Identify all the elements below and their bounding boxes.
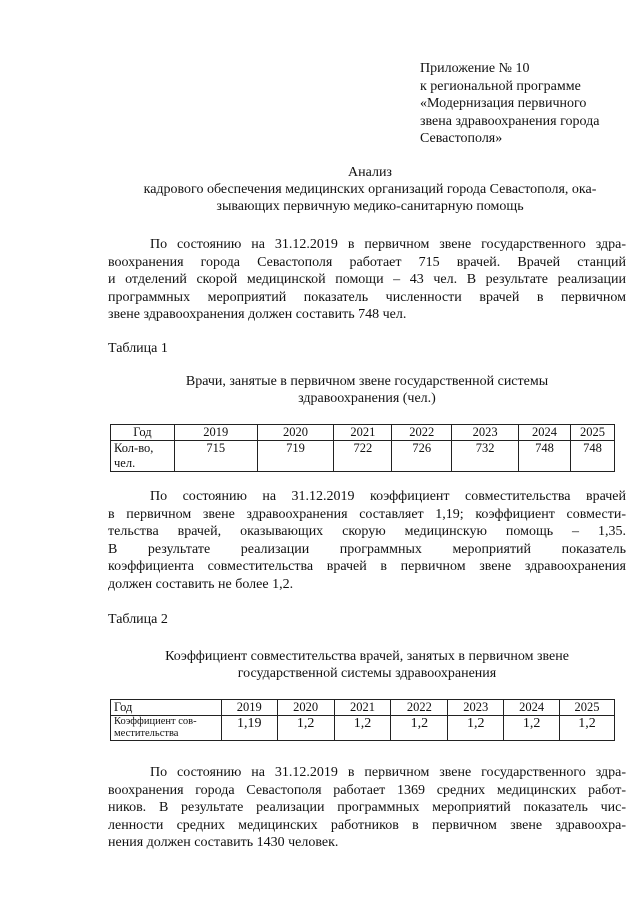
- table2-coefficient: [110, 699, 615, 741]
- paragraph-coefficient: [108, 488, 626, 593]
- year-cell: 2022: [392, 425, 452, 441]
- value-cell: 748: [570, 441, 614, 472]
- value-cell: 726: [392, 441, 452, 472]
- row-label-line: Коэффициент сов-: [114, 716, 197, 727]
- paragraph-line: По состоянию на 31.12.2019 в первичном звене государственного здра-: [150, 765, 626, 780]
- paragraph-line: программных мероприятий показатель численности врачей в первичном: [108, 289, 626, 305]
- table-row: [111, 441, 615, 472]
- paragraph-line: и отделений скорой медицинской помощи – 43 чел. В результате реализации: [108, 272, 626, 287]
- year-cell: 2020: [257, 425, 334, 441]
- table-row: [111, 425, 615, 441]
- value-cell: 719: [257, 441, 334, 472]
- value-cell: 1,2: [334, 716, 391, 741]
- year-cell: 2023: [452, 425, 519, 441]
- paragraph-line: коэффициента совместительства врачей в первичном звене здравоохранения: [108, 559, 626, 574]
- year-cell: 2019: [174, 425, 257, 441]
- row-label-line: чел.: [114, 456, 136, 470]
- title-line: кадрового обеспечения медицинских организаций города Севастополя, ока-: [143, 182, 597, 197]
- year-cell: 2023: [448, 700, 504, 716]
- title-line: Анализ: [348, 165, 392, 180]
- table1-doctors: [110, 424, 615, 472]
- appendix-line: «Модернизация первичного: [420, 96, 587, 111]
- caption-line: Коэффициент совместительства врачей, занятых в первичном звене: [165, 649, 569, 664]
- caption-line: Врачи, занятые в первичном звене государственной системы: [185, 374, 549, 389]
- table2-label: Таблица 2: [108, 612, 168, 627]
- value-cell: 1,2: [391, 716, 448, 741]
- year-cell: 2025: [560, 700, 615, 716]
- paragraph-line: ников. В результате реализации программных мероприятий показатель чис-: [108, 800, 626, 815]
- paragraph-line: в первичном звене здравоохранения составляет 1,19; коэффициент совмести-: [108, 506, 626, 522]
- value-cell: 1,19: [221, 716, 277, 741]
- value-cell: 1,2: [504, 716, 560, 741]
- paragraph-line: воохранения города Севастополя работает 1369 средних медицинских работ-: [108, 782, 626, 798]
- appendix-line: Приложение № 10: [420, 61, 530, 76]
- value-cell: 1,2: [277, 716, 334, 741]
- appendix-line: к региональной программе: [420, 78, 581, 94]
- row-label-cell: [111, 716, 222, 741]
- appendix-header: [420, 60, 630, 148]
- header-cell: Год: [111, 700, 222, 716]
- value-cell: 748: [519, 441, 571, 472]
- paragraph-line: воохранения города Севастополя работает 715 врачей. Врачей станций: [108, 254, 626, 270]
- table1-caption: [108, 373, 626, 407]
- row-label-line: Кол-во,: [114, 441, 154, 455]
- caption-line: здравоохранения (чел.): [298, 391, 436, 406]
- value-cell: 1,2: [448, 716, 504, 741]
- table-row: [111, 700, 615, 716]
- paragraph-line: тельства врачей, оказывающих скорую медицинскую помощь – 1,35.: [108, 524, 626, 539]
- paragraph-line: ленности средних медицинских работников в первичном звене здравоохра-: [108, 817, 626, 833]
- value-cell: 722: [334, 441, 392, 472]
- year-cell: 2020: [277, 700, 334, 716]
- paragraph-nurses: [108, 764, 626, 852]
- caption-line: государственной системы здравоохранения: [237, 666, 497, 681]
- value-cell: 1,2: [560, 716, 615, 741]
- year-cell: 2021: [334, 700, 391, 716]
- year-cell: 2025: [570, 425, 614, 441]
- value-cell: 715: [174, 441, 257, 472]
- appendix-line: Севастополя»: [420, 131, 503, 146]
- header-cell: Год: [111, 425, 175, 441]
- year-cell: 2022: [391, 700, 448, 716]
- paragraph-line: В результате реализации программных мероприятий показатель: [108, 541, 626, 557]
- title-line: зывающих первичную медико-санитарную помощь: [216, 199, 524, 214]
- year-cell: 2019: [221, 700, 277, 716]
- year-cell: 2024: [504, 700, 560, 716]
- paragraph-line: должен составить не более 1,2.: [108, 576, 294, 592]
- paragraph-line: нения должен составить 1430 человек.: [108, 835, 339, 850]
- paragraph-doctors: [108, 236, 626, 324]
- year-cell: 2024: [519, 425, 571, 441]
- appendix-line: звена здравоохранения города: [420, 113, 600, 129]
- value-cell: 732: [452, 441, 519, 472]
- paragraph-line: По состоянию на 31.12.2019 в первичном звене государственного здра-: [150, 237, 626, 252]
- row-label-cell: [111, 441, 175, 472]
- table1-label: Таблица 1: [108, 341, 168, 356]
- table-row: [111, 716, 615, 741]
- paragraph-line: По состоянию на 31.12.2019 коэффициент совместительства врачей: [150, 489, 626, 504]
- year-cell: 2021: [334, 425, 392, 441]
- paragraph-line: звене здравоохранения должен составить 748 чел.: [108, 307, 407, 322]
- row-label-line: местительства: [114, 728, 179, 739]
- table2-caption: [108, 648, 626, 682]
- document-title: [100, 164, 640, 215]
